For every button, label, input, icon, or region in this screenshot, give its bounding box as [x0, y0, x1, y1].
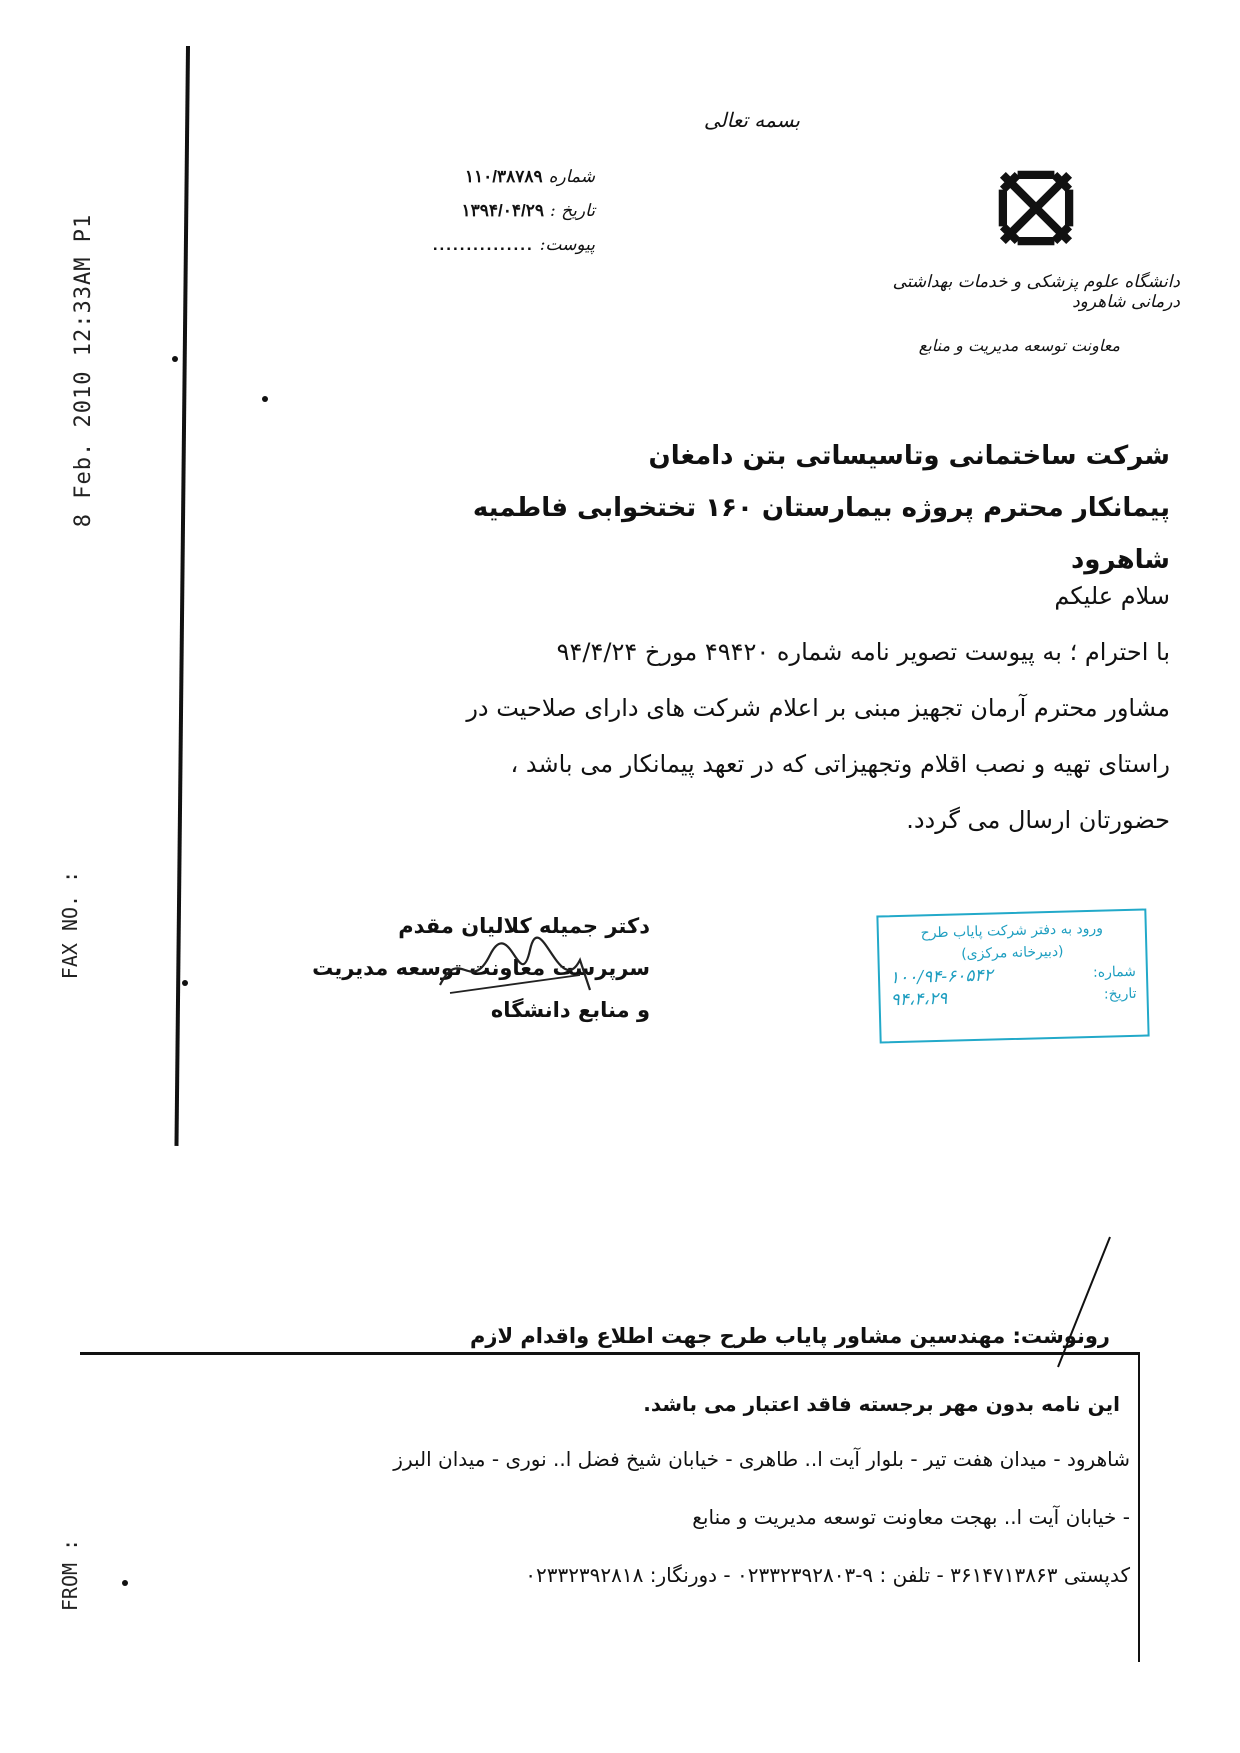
letter-date-value: ۱۳۹۴/۰۴/۲۹: [461, 201, 545, 220]
stamp-date-value: ۹۴،۴،۲۹: [890, 988, 948, 1011]
letter-attachment-label: پیوست:: [539, 235, 595, 255]
fax-number-label: FAX NO. :: [58, 870, 82, 980]
address-line: - خیابان آیت ا.. بهجت معاونت توسعه مدیریت و منابع: [692, 1505, 1130, 1529]
stamp-number-value: ۱۰۰/۹۴-۶۰۵۴۲: [889, 965, 994, 989]
letter-date-row: [385, 194, 595, 228]
scan-speck: [262, 396, 268, 402]
greeting: سلام علیکم: [1054, 582, 1170, 610]
fax-timestamp: 8 Feb. 2010 12:33AM P1: [71, 213, 97, 527]
address-line: شاهرود - میدان هفت تیر - بلوار آیت ا.. طاهری - خیابان شیخ فضل ا.. نوری - میدان البرز: [393, 1447, 1130, 1471]
reference-block: [385, 160, 595, 262]
recipient-company: شرکت ساختمانی وتاسیساتی بتن دامغان: [648, 441, 1170, 471]
fax-from-label: FROM :: [58, 1538, 82, 1612]
letter-attachment-row: [385, 228, 595, 262]
receipt-stamp: [876, 908, 1149, 1043]
university-emblem-icon: [990, 162, 1082, 254]
scan-speck: [182, 980, 188, 986]
handwritten-signature: [430, 935, 600, 1005]
stamp-number-label: شماره:: [1092, 963, 1137, 981]
scan-speck: [172, 356, 178, 362]
scan-speck: [122, 1580, 128, 1586]
signer-name: دکتر جمیله کلالیان مقدم: [398, 914, 650, 938]
letter-body: [320, 568, 1170, 848]
recipient-block: [440, 430, 1170, 586]
footer-address: [110, 1430, 1130, 1604]
stamp-date-label: تاریخ:: [1103, 985, 1137, 1003]
body-line: مشاور محترم آرمان تجهیز مبنی بر اعلام شرکت های دارای صلاحیت در: [466, 694, 1170, 722]
body-line: حضورتان ارسال می گردد.: [906, 806, 1170, 834]
letter-number-row: [385, 160, 595, 194]
letter-number-label: شماره: [548, 167, 595, 187]
body-line: راستای تهیه و نصب اقلام وتجهیزاتی که در تعهد پیمانکار می باشد ،: [510, 750, 1170, 778]
contact-line: کدپستی ۳۶۱۴۷۱۳۸۶۳ - تلفن : ۹-۰۲۳۳۲۳۹۲۸۰۳ - دورنگار: ۰۲۳۳۲۳۹۲۸۱۸: [525, 1563, 1130, 1587]
recipient-project: پیمانکار محترم پروژه بیمارستان ۱۶۰ تختخوابی فاطمیه شاهرود: [472, 493, 1170, 575]
signer-title: سرپرست معاونت توسعه مدیریت: [312, 956, 650, 980]
letter-attachment-value: ...............: [432, 235, 534, 254]
fax-header: [24, 140, 144, 600]
bismillah: بسمه تعالی: [703, 108, 800, 132]
university-name: دانشگاه علوم پزشکی و خدمات بهداشتی درمانی شاهرود: [892, 272, 1180, 312]
stamp-subtitle: (دبیرخانه مرکزی): [961, 943, 1064, 963]
fax-number-label-wrap: [30, 850, 110, 1000]
letter-date-label: تاریخ :: [550, 201, 595, 221]
letter-number-value: ۱۱۰/۳۸۷۸۹: [464, 167, 543, 186]
validity-notice: این نامه بدون مهر برجسته فاقد اعتبار می باشد.: [643, 1392, 1120, 1416]
department-name: معاونت توسعه مدیریت و منابع: [918, 336, 1120, 355]
body-line: با احترام ؛ به پیوست تصویر نامه شماره ۴۹۴۲۰ مورخ ۹۴/۴/۲۴: [556, 638, 1170, 666]
signer-title: و منابع دانشگاه: [490, 998, 650, 1022]
stamp-title: ورود به دفتر شرکت پایاب طرح: [920, 920, 1104, 942]
carbon-copy-note: رونوشت: مهندسین مشاور پایاب طرح جهت اطلاع واقدام لازم: [469, 1324, 1110, 1348]
